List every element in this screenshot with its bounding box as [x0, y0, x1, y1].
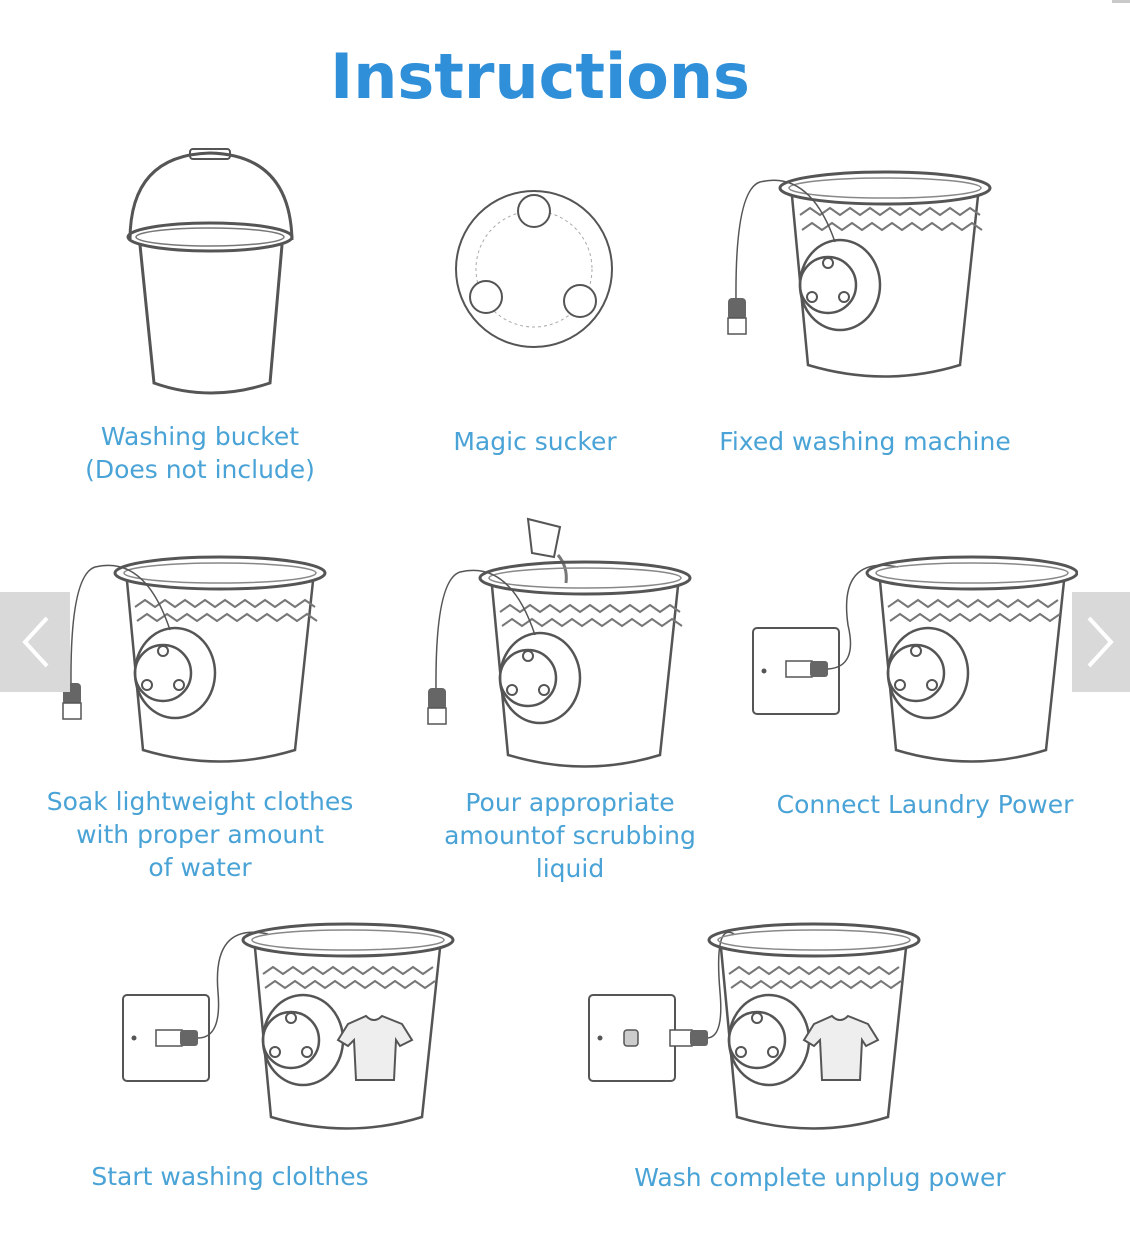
tshirt-icon	[338, 1016, 412, 1080]
unplug-power-illustration	[584, 912, 929, 1147]
next-arrow-icon	[1083, 612, 1119, 672]
bucket-icon	[110, 145, 310, 405]
top-scroll-indicator	[1112, 0, 1130, 3]
soak-clothes-illustration	[55, 545, 335, 775]
page-title: Instructions	[330, 40, 750, 113]
washer-disc-icon	[800, 240, 880, 330]
wall-socket-icon	[589, 995, 675, 1081]
step-caption-pour-liquid: Pour appropriate amountof scrubbing liquid	[444, 788, 696, 883]
washer-disc-icon	[135, 628, 215, 718]
washer-disc-icon	[729, 995, 809, 1085]
step-caption-fixed-washing-machine: Fixed washing machine	[719, 427, 1011, 456]
suction-cup-icon	[450, 185, 620, 355]
pour-liquid-illustration	[420, 515, 710, 780]
usb-plug-icon	[670, 1030, 708, 1046]
tshirt-icon	[804, 1016, 878, 1080]
previous-image-button[interactable]	[0, 592, 70, 692]
step-caption-start-washing: Start washing clolthes	[91, 1162, 369, 1191]
start-washing-illustration	[118, 912, 463, 1147]
wall-socket-icon	[753, 628, 839, 714]
connect-power-illustration	[748, 545, 1078, 775]
step-caption-washing-bucket: Washing bucket (Does not include)	[85, 422, 315, 484]
pouring-cup-icon	[528, 519, 566, 583]
wall-socket-icon	[123, 995, 209, 1081]
previous-arrow-icon	[17, 612, 53, 672]
bucket-illustration	[110, 145, 310, 405]
usb-plug-icon	[428, 688, 446, 724]
fixed-machine-illustration	[720, 160, 1000, 390]
washer-disc-icon	[263, 995, 343, 1085]
washer-disc-icon	[888, 628, 968, 718]
usb-plug-icon	[728, 298, 746, 334]
step-caption-unplug-power: Wash complete unplug power	[634, 1163, 1006, 1192]
step-caption-soak-clothes: Soak lightweight clothes with proper amount of water	[46, 787, 354, 882]
step-caption-connect-power: Connect Laundry Power	[776, 790, 1074, 819]
next-image-button[interactable]	[1072, 592, 1130, 692]
washer-disc-icon	[500, 633, 580, 723]
step-caption-magic-sucker: Magic sucker	[453, 427, 617, 456]
magic-sucker-illustration	[450, 185, 620, 355]
